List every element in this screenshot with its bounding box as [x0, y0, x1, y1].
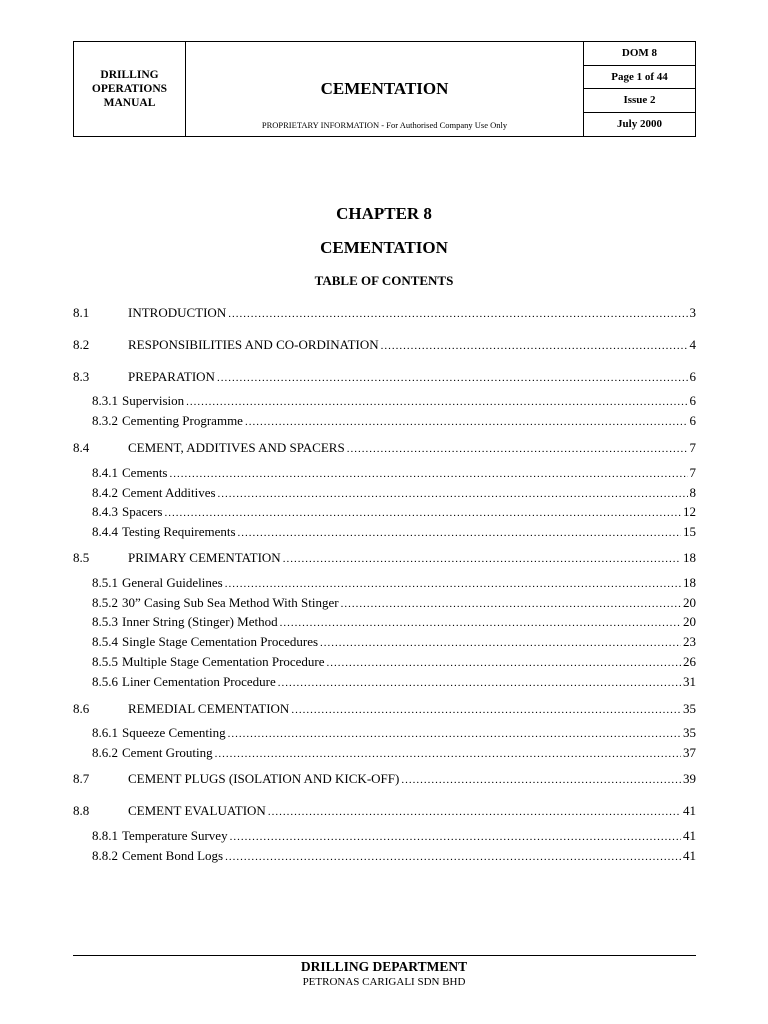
toc-title: General Guidelines [122, 575, 223, 590]
document-header [73, 41, 696, 137]
toc-number: 8.3.1 [92, 393, 118, 408]
toc-number: 8.4.4 [92, 524, 118, 539]
toc-number: 8.5.5 [92, 654, 118, 669]
toc-leader [215, 746, 681, 762]
manual-name-line: OPERATIONS [91, 83, 168, 95]
toc-title: CEMENT EVALUATION [128, 803, 266, 818]
toc-number: 8.3.2 [92, 413, 118, 428]
footer-company: PETRONAS CARIGALI SDN BHD [302, 976, 466, 988]
toc-leader [320, 635, 681, 651]
toc-leader [327, 655, 681, 671]
toc-title: INTRODUCTION [128, 305, 227, 320]
toc-page: 37 [683, 745, 696, 760]
toc-leader [228, 726, 681, 742]
doc-code: DOM 8 [584, 42, 695, 66]
toc-leader [280, 615, 681, 631]
toc-entry[interactable] [73, 550, 696, 566]
toc-title: Squeeze Cementing [122, 725, 226, 740]
toc-number: 8.8.1 [92, 828, 118, 843]
toc-page: 26 [683, 654, 696, 669]
toc-entry[interactable] [73, 504, 696, 520]
manual-name-line: DRILLING [100, 69, 159, 81]
toc-page: 31 [683, 674, 696, 689]
toc-entry[interactable] [73, 393, 696, 409]
toc-title: Cements [122, 465, 168, 480]
toc-entry[interactable] [73, 595, 696, 611]
toc-page: 18 [683, 550, 696, 565]
toc-title: Multiple Stage Cementation Procedure [122, 654, 325, 669]
chapter-title: CHAPTER 8 [336, 204, 432, 223]
toc-leader [238, 525, 681, 541]
toc-entry[interactable] [73, 674, 696, 690]
toc-entry[interactable] [73, 485, 696, 501]
toc-title: CEMENT, ADDITIVES AND SPACERS [128, 440, 345, 455]
toc-entry[interactable] [73, 654, 696, 670]
toc-page: 8 [689, 485, 696, 500]
toc-leader [225, 849, 681, 865]
toc-title: Temperature Survey [122, 828, 228, 843]
toc-heading: TABLE OF CONTENTS [314, 273, 454, 288]
toc-page: 41 [683, 848, 696, 863]
issue-date: July 2000 [617, 118, 662, 131]
toc-page: 39 [683, 771, 696, 786]
toc-page: 6 [689, 413, 696, 428]
toc-page: 15 [683, 524, 696, 539]
toc-entry[interactable] [73, 614, 696, 630]
toc-title: PREPARATION [128, 369, 215, 384]
toc-leader [170, 466, 688, 482]
toc-leader [228, 306, 687, 322]
toc-page: 3 [689, 305, 696, 320]
toc-leader [291, 702, 681, 718]
toc-number: 8.4.1 [92, 465, 118, 480]
toc-number: 8.8 [73, 803, 90, 818]
toc-page: 7 [689, 465, 696, 480]
toc-title: Testing Requirements [122, 524, 236, 539]
toc-title: Cement Bond Logs [122, 848, 224, 863]
toc-entry[interactable] [73, 771, 696, 787]
toc-entry[interactable] [73, 305, 696, 321]
toc-leader [164, 505, 681, 521]
toc-number: 8.8.2 [92, 848, 118, 863]
toc-title: RESPONSIBILITIES AND CO-ORDINATION [128, 337, 379, 352]
toc-entry[interactable] [73, 369, 696, 385]
toc-leader [245, 414, 688, 430]
toc-page: 12 [683, 504, 696, 519]
toc-number: 8.5.4 [92, 634, 118, 649]
toc-page: 23 [683, 634, 696, 649]
toc-page: 4 [689, 337, 696, 352]
toc-entry[interactable] [73, 745, 696, 761]
toc-entry[interactable] [73, 725, 696, 741]
toc-number: 8.7 [73, 771, 90, 786]
toc-title: Spacers [122, 504, 163, 519]
toc-leader [401, 772, 681, 788]
toc-title: Cement Grouting [122, 745, 213, 760]
toc-page: 7 [689, 440, 696, 455]
toc-number: 8.4.2 [92, 485, 118, 500]
toc-number: 8.5.3 [92, 614, 118, 629]
toc-leader [278, 675, 681, 691]
toc-number: 8.5.2 [92, 595, 118, 610]
toc-page: 35 [683, 701, 696, 716]
toc-leader [186, 394, 687, 410]
toc-title: Supervision [122, 393, 185, 408]
toc-entry[interactable] [73, 575, 696, 591]
toc-leader [381, 338, 688, 354]
toc-number: 8.4 [73, 440, 90, 455]
toc-number: 8.6 [73, 701, 90, 716]
toc-entry[interactable] [73, 803, 696, 819]
toc-number: 8.6.1 [92, 725, 118, 740]
issue-number: Issue 2 [584, 89, 695, 113]
toc-number: 8.4.3 [92, 504, 118, 519]
manual-name [74, 42, 186, 136]
toc-title: Inner String (Stinger) Method [122, 614, 278, 629]
toc-entry[interactable] [73, 440, 696, 456]
toc-entry[interactable] [73, 828, 696, 844]
toc-number: 8.5.1 [92, 575, 118, 590]
toc-entry[interactable] [73, 701, 696, 717]
toc-number: 8.5 [73, 550, 90, 565]
toc-number: 8.6.2 [92, 745, 118, 760]
toc-page: 41 [683, 803, 696, 818]
toc-leader [217, 370, 688, 386]
toc-number: 8.3 [73, 369, 90, 384]
toc-leader [283, 551, 681, 567]
toc-entry[interactable] [73, 848, 696, 864]
proprietary-notice: PROPRIETARY INFORMATION - For Authorised Company Use Only [261, 120, 508, 130]
toc-leader [341, 596, 681, 612]
toc-page: 35 [683, 725, 696, 740]
toc-title: PRIMARY CEMENTATION [128, 550, 281, 565]
page-number: Page 1 of 44 [584, 66, 695, 90]
toc-number: 8.2 [73, 337, 90, 352]
chapter-subject: CEMENTATION [320, 238, 448, 257]
toc-entry[interactable] [73, 413, 696, 429]
toc-leader [347, 441, 688, 457]
toc-entry[interactable] [73, 337, 696, 353]
toc-title: CEMENT PLUGS (ISOLATION AND KICK-OFF) [128, 771, 400, 786]
header-title: CEMENTATION [320, 79, 449, 98]
toc-entry[interactable] [73, 634, 696, 650]
document-meta [583, 42, 695, 136]
toc-title: Single Stage Cementation Procedures [122, 634, 319, 649]
footer-department: DRILLING DEPARTMENT [300, 959, 468, 974]
toc-leader [230, 829, 681, 845]
toc-leader [218, 486, 688, 502]
toc-title: Cement Additives [122, 485, 216, 500]
toc-entry[interactable] [73, 524, 696, 540]
toc-page: 6 [689, 393, 696, 408]
toc-leader [225, 576, 681, 592]
toc-leader [268, 804, 681, 820]
toc-page: 20 [683, 614, 696, 629]
toc-number: 8.5.6 [92, 674, 118, 689]
toc-page: 6 [689, 369, 696, 384]
toc-title: REMEDIAL CEMENTATION [128, 701, 290, 716]
toc-title: Liner Cementation Procedure [122, 674, 276, 689]
toc-number: 8.1 [73, 305, 90, 320]
footer-rule [73, 955, 696, 956]
toc-title: 30” Casing Sub Sea Method With Stinger [122, 595, 339, 610]
toc-page: 18 [683, 575, 696, 590]
toc-title: Cementing Programme [122, 413, 243, 428]
toc-page: 41 [683, 828, 696, 843]
toc-page: 20 [683, 595, 696, 610]
manual-name-line: MANUAL [103, 97, 156, 109]
toc-entry[interactable] [73, 465, 696, 481]
